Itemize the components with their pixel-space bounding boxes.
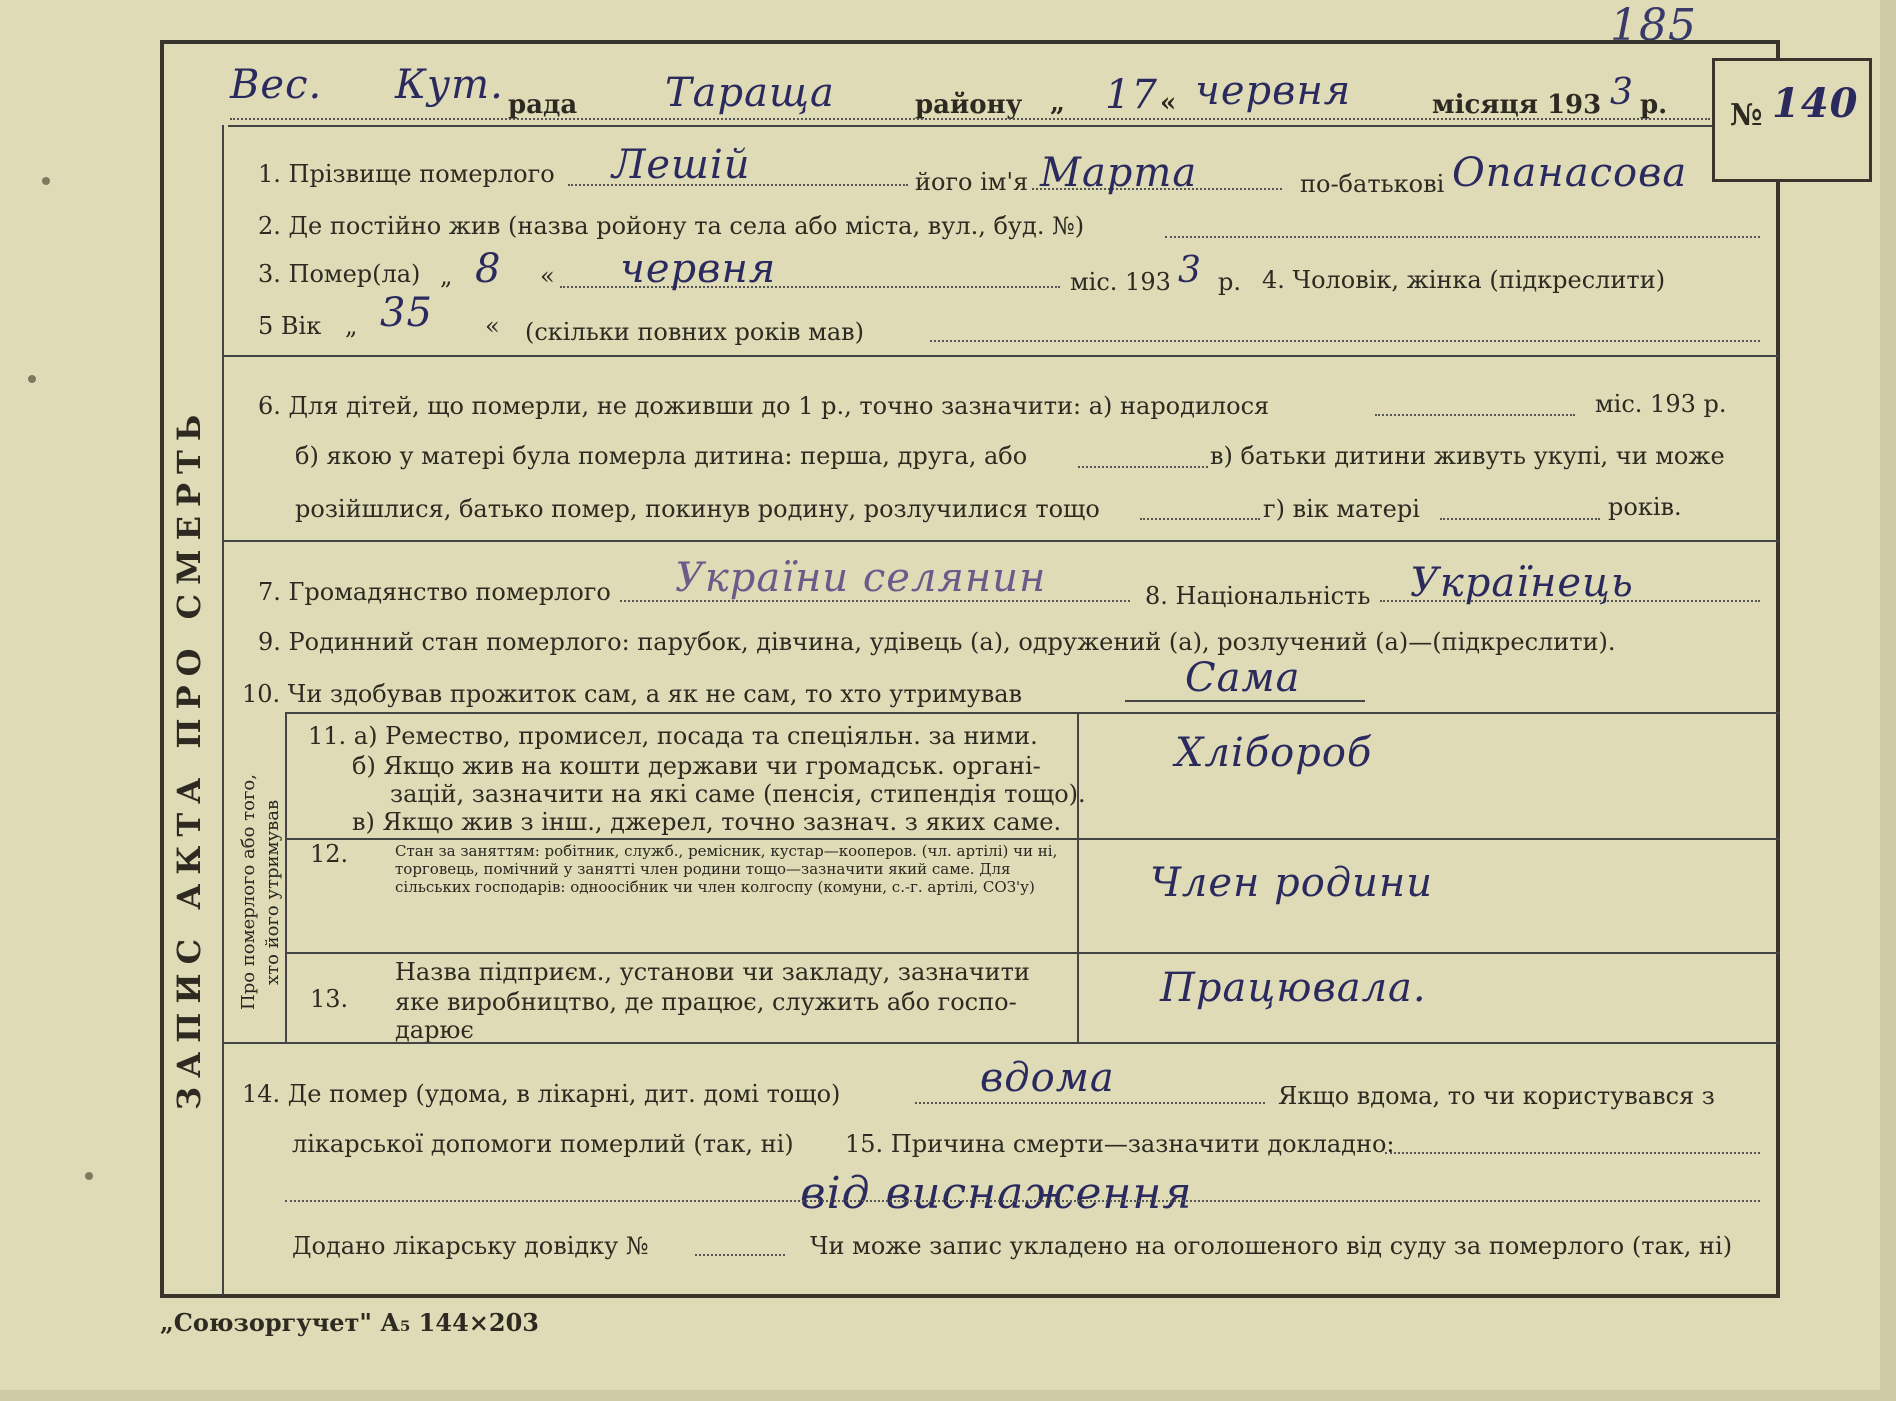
f6-line2a: б) якою у матері була померла дитина: перша, друга, або	[295, 442, 1028, 470]
f1-patr: Опанасова	[1452, 150, 1688, 196]
f13-text3: дарює	[395, 1016, 474, 1044]
f14-suffix: Якщо вдома, то чи користувався з	[1278, 1082, 1715, 1110]
f13-text2: яке виробництво, де працює, служить або госпо-	[395, 988, 1017, 1016]
punch-hole	[28, 375, 36, 383]
f6-line3c: років.	[1608, 493, 1682, 521]
f8-label: 8. Національність	[1145, 582, 1371, 610]
f3-month: червня	[620, 246, 777, 292]
f15-label: 15. Причина смерти—зазначити докладно:	[845, 1130, 1395, 1158]
f13-value: Працювала.	[1160, 965, 1427, 1011]
f3-day: 8	[475, 246, 502, 292]
f6-line1: 6. Для дітей, що померли, не доживши до 1 р., точно зазначити: а) народилося	[258, 392, 1270, 420]
f12-value: Член родини	[1150, 860, 1434, 906]
archive-number: 185	[1610, 0, 1697, 51]
f6-line2b: в) батьки дитини живуть укупі, чи може	[1210, 442, 1725, 470]
f10-label: 10. Чи здобував прожиток сам, а як не сам, то хто утримував	[242, 680, 1023, 708]
f6-line3a: розійшлися, батько помер, покинув родину, розлучилися тощо	[295, 495, 1100, 523]
f7-label: 7. Громадянство померлого	[258, 578, 611, 606]
f6-line3b: г) вік матері	[1263, 495, 1420, 523]
f12-num: 12.	[310, 840, 349, 868]
f7-value: України селянин	[675, 555, 1047, 601]
council-name: Кут.	[395, 62, 504, 108]
f2-label: 2. Де постійно жив (назва ройону та села або міста, вул., буд. №)	[258, 212, 1085, 240]
f1-patr-label: по-батькові	[1300, 170, 1445, 198]
f6-line1-end: міс. 193 р.	[1595, 390, 1727, 418]
f1-name-label: його ім'я	[915, 168, 1029, 196]
sidebar-sub-line1: Про померлого або того,	[238, 774, 259, 1010]
f13-text1: Назва підприєм., установи чи закладу, зазначити	[395, 958, 1030, 986]
f15-value: від виснаження	[800, 1168, 1193, 1219]
f3-r: р.	[1218, 268, 1241, 296]
header-day: 17	[1105, 72, 1158, 118]
number-value: 140	[1772, 80, 1859, 127]
f1-label: 1. Прізвище померлого	[258, 160, 555, 188]
year-digit: 3	[1610, 72, 1634, 113]
sidebar-title: ЗАПИС АКТА ПРО СМЕРТЬ	[170, 405, 208, 1110]
f11-c: в) Якщо жив з інш., джерел, точно зазнач. з яких саме.	[352, 808, 1062, 836]
f12-text: Стан за заняттям: робітник, служб., ремісник, кустар—кооперов. (чл. артілі) чи ні, торговець, помічний у занятті член родини тощо—зазначити який саме. Для сільських господарів: одноосібник чи член колгоспу (комуни, с.-г. артілі, СОЗ'у)	[395, 842, 1058, 896]
f4-label: 4. Чоловік, жінка (підкреслити)	[1262, 266, 1666, 294]
council-prefix: Вес.	[230, 62, 323, 108]
rada-label: рада	[508, 90, 578, 120]
punch-hole	[85, 1172, 93, 1180]
f15-pre: лікарської допомоги померлий (так, ні)	[292, 1130, 794, 1158]
f5-age: 35	[380, 290, 433, 336]
district-name: Тараща	[665, 70, 835, 116]
f13-num: 13.	[310, 985, 349, 1013]
punch-hole	[42, 177, 50, 185]
f14-label: 14. Де помер (удома, в лікарні, дит. домі тощо)	[242, 1080, 841, 1108]
f11-a: 11. а) Ремество, промисел, посада та спеціяльн. за ними.	[308, 722, 1038, 750]
number-label: №	[1730, 98, 1763, 133]
f16-suffix: Чи може запис укладено на оголошеного від суду за померлого (так, ні)	[810, 1232, 1733, 1260]
f1-surname: Лешій	[612, 142, 751, 188]
raion-label: району	[915, 90, 1023, 120]
sidebar-sub-line2: хто його утримував	[262, 799, 283, 985]
f9-label: 9. Родинний стан померлого: парубок, дівчина, удівець (а), одружений (а), розлучений (а)—(підкреслити).	[258, 628, 1616, 656]
f5-label: 5 Вік	[258, 312, 322, 340]
f5-suffix: (скільки повних років мав)	[525, 318, 865, 346]
month-label: місяця 193	[1432, 90, 1602, 120]
year-suffix: р.	[1640, 90, 1668, 120]
f3-mis: міс. 193	[1070, 268, 1171, 296]
f16-label: Додано лікарську довідку №	[292, 1232, 649, 1260]
f10-value: Сама	[1185, 655, 1301, 701]
f8-value: Українець	[1410, 560, 1634, 606]
f14-value: вдома	[980, 1055, 1115, 1101]
f3-label: 3. Помер(ла)	[258, 260, 421, 288]
publisher-footer: „Союзоргучет" А₅ 144×203	[160, 1308, 539, 1337]
f11-value: Хлібороб	[1175, 730, 1373, 776]
f1-name: Марта	[1040, 150, 1198, 196]
f11-b1: б) Якщо жив на кошти держави чи громадськ. органі-	[352, 752, 1041, 780]
header-month: червня	[1195, 68, 1352, 114]
f11-b2: зацій, зазначити на які саме (пенсія, стипендія тощо).	[390, 780, 1086, 808]
f3-year-digit: 3	[1178, 250, 1202, 291]
